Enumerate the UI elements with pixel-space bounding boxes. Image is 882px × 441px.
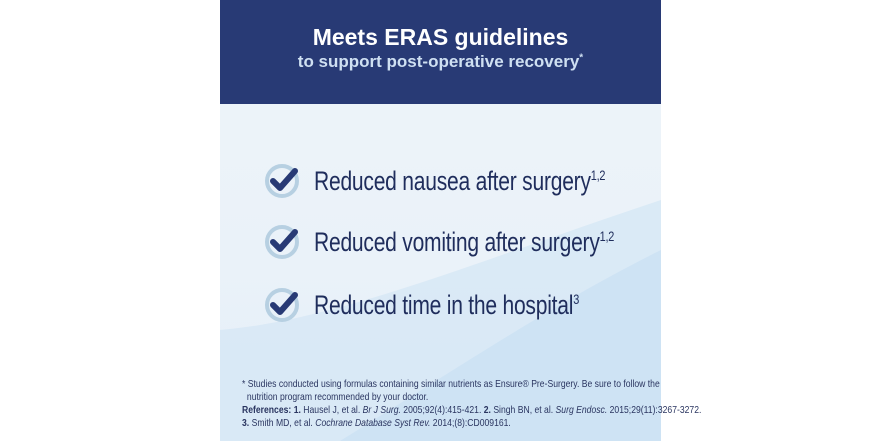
ref-number: 2.: [483, 404, 491, 416]
benefit-label: Reduced time in the hospital: [314, 289, 574, 320]
ref-author: Smith MD, et al.: [251, 417, 313, 429]
benefit-item: [264, 163, 687, 199]
footnote-line: nutrition program recommended by your doctor.: [246, 391, 429, 403]
header-banner: [220, 0, 661, 104]
ref-number: 1.: [293, 404, 301, 416]
ref-citation: 2005;92(4):415-421.: [403, 404, 482, 416]
references-line: [242, 417, 586, 430]
references-label: References:: [242, 404, 292, 416]
ref-citation: 2015;29(11):3267-3272.: [609, 404, 702, 416]
infographic-panel: [220, 0, 702, 441]
header-subtitle: [220, 52, 661, 72]
references-line: [242, 404, 702, 417]
benefit-label: Reduced vomiting after surgery: [314, 226, 600, 257]
header-title: Meets ERAS guidelines: [312, 24, 569, 50]
benefit-item: [264, 224, 699, 260]
benefit-text: [314, 290, 579, 321]
ref-journal: Surg Endosc.: [555, 404, 608, 416]
footnote-line: * Studies conducted using formulas containing similar nutrients as Ensure® Pre-Surgery. Be sure to follow the: [242, 378, 660, 390]
footnote: [242, 378, 702, 430]
checkmark-circle-icon: [264, 163, 300, 199]
benefit-refs: 1,2: [599, 227, 615, 244]
checkmark-circle-icon: [264, 224, 300, 260]
ref-citation: 2014;(8):CD009161.: [432, 417, 511, 429]
benefit-refs: 1,2: [590, 166, 606, 183]
benefit-item: [264, 287, 654, 323]
ref-journal: Br J Surg.: [362, 404, 401, 416]
ref-author: Hausel J, et al.: [303, 404, 361, 416]
benefit-label: Reduced nausea after surgery: [314, 165, 591, 196]
benefit-text: [314, 166, 605, 197]
subtitle-text: to support post-operative recovery: [297, 52, 580, 71]
checkmark-circle-icon: [264, 287, 300, 323]
benefit-text: [314, 227, 614, 258]
subtitle-asterisk: *: [579, 52, 584, 64]
ref-journal: Cochrane Database Syst Rev.: [315, 417, 431, 429]
ref-author: Singh BN, et al.: [493, 404, 554, 416]
ref-number: 3.: [242, 417, 250, 429]
benefit-refs: 3: [573, 290, 580, 307]
